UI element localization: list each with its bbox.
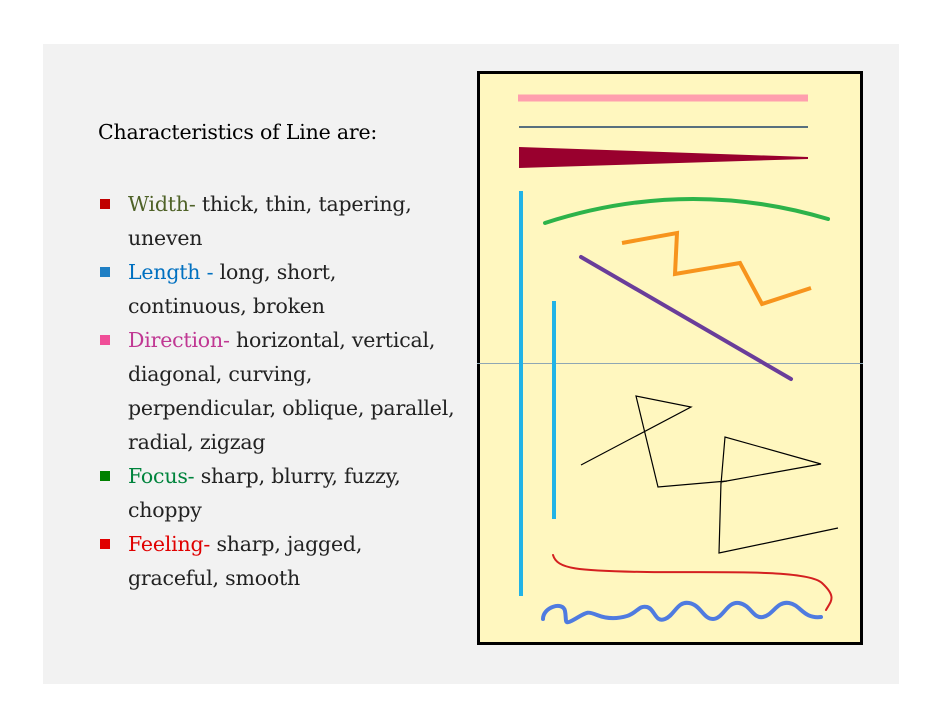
square-bullet-icon <box>100 335 110 345</box>
bullet-term: Focus- <box>128 464 195 488</box>
bullet-description: sharp, jagged, graceful, smooth <box>128 532 363 590</box>
list-item-focus <box>98 459 458 527</box>
bullet-description: sharp, blurry, fuzzy, choppy <box>128 464 401 522</box>
list-item-direction <box>98 323 458 459</box>
bullet-term: Length - <box>128 260 214 284</box>
bullet-description: horizontal, vertical, diagonal, curving, perpendicular, oblique, parallel, radial, zigzag <box>128 328 455 454</box>
bullet-term: Feeling- <box>128 532 211 556</box>
zigzag-orange-line <box>622 233 811 304</box>
list-item-width <box>98 187 458 255</box>
square-bullet-icon <box>100 471 110 481</box>
jagged-black-line-2 <box>719 437 838 553</box>
bullet-term: Direction- <box>128 328 230 352</box>
wavy-blue-line <box>543 603 821 622</box>
line-examples-illustration <box>477 71 863 645</box>
list-item-feeling <box>98 527 458 595</box>
list-item-length <box>98 255 458 323</box>
bullet-description: long, short, continuous, broken <box>128 260 337 318</box>
square-bullet-icon <box>100 539 110 549</box>
square-bullet-icon <box>100 199 110 209</box>
curving-green-line <box>545 199 828 223</box>
characteristics-list <box>98 187 458 595</box>
bullet-term: Width- <box>128 192 196 216</box>
diagonal-purple-line <box>581 257 791 379</box>
slide-title: Characteristics of Line are: <box>98 120 378 144</box>
bullet-description: thick, thin, tapering, uneven <box>128 192 412 250</box>
tapering-maroon-line <box>519 147 808 168</box>
jagged-black-line-1 <box>581 396 727 487</box>
square-bullet-icon <box>100 267 110 277</box>
